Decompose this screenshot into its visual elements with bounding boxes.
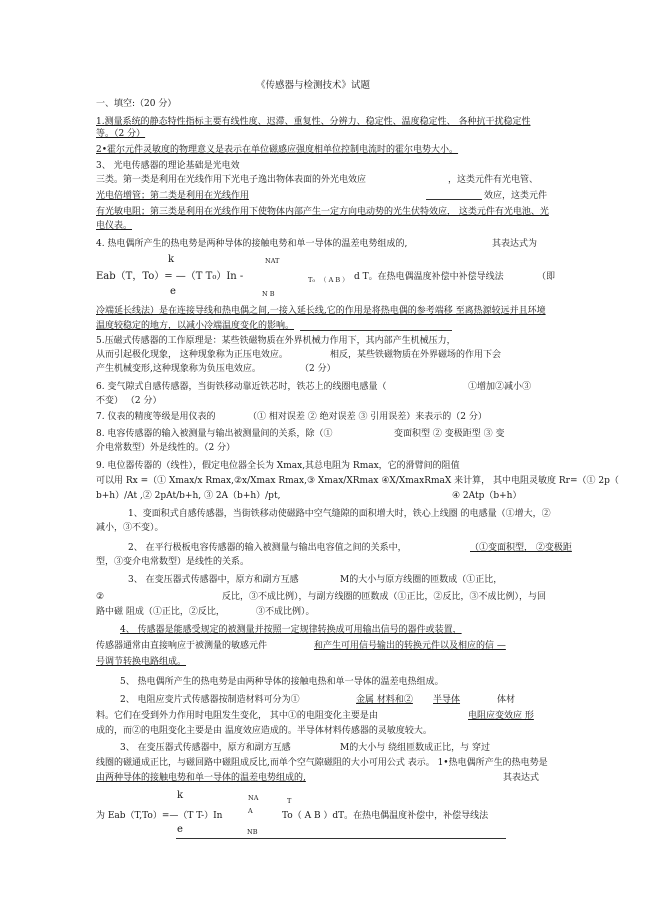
q6-line-1a: 6. 变气隙式自感传感器，当街铁移动靠近铁芯时，铁芯上的线圈电感量（ <box>96 382 387 392</box>
q4-line-3: 温度较稳定的地方，以减小冷端温度变化的影响。 <box>96 321 295 331</box>
p3-q3-line-1b: M的大小与 绕组匝数成正比，与 穿过 <box>340 743 490 753</box>
p3-q3-line-2: 线圈的磁通成正比，与磁回路中磁阻成反比,而单个空气隙磁阻的大小可用公式 表示。 1•热电偶所产生的热电势是 <box>96 758 548 768</box>
section-heading: 一、填空:（20 分） <box>96 99 177 109</box>
p2-q4-line-3: 号调节转换电路组成。 <box>96 657 187 667</box>
p3-q2-line-2b: 电阻应变效应 形 <box>468 711 534 721</box>
p2-q4-line-1: 4、 传感器是能感受规定的被测量并按照一定规律转换成可用输出信号的器件或装置， <box>120 625 462 635</box>
q4-line-1b: 其表达式为 <box>492 239 538 249</box>
p2-q2-line-2: 型，③变介电常数型）是线性的关系。 <box>96 557 250 567</box>
blank-line <box>300 330 452 331</box>
formula2-k: k <box>177 790 184 801</box>
p3-q3-line-3b: 其表达式 <box>503 773 540 783</box>
q7-line-b: （① 相对误差 ② 绝对误差 ③ 引用误差）来表示的（2 分） <box>248 412 487 422</box>
formula1-t0: T₀ <box>308 276 315 284</box>
q8-line-1a: 8. 电容传感器的输入被测量与输出被测量间的关系，除（① <box>96 429 333 439</box>
q6-line-1b: ①增加②减小③ <box>468 382 532 392</box>
formula1-nat: NAT <box>265 257 280 265</box>
formula2-lhs: 为 Eab（T,To）=—（T T-）In <box>96 811 223 821</box>
p3-q2-line-3: 成的，而②的电阻变化主要是由 温度效应造成的。半导体材料传感器的灵敏度较大。 <box>96 726 432 736</box>
p2-q4-line-2b: 和产生可用信号输出的转换元件以及相应的信 — <box>314 641 506 651</box>
p2-q1-line-1: 1、变面积式自感传感器，当街铁移动使磁路中空气缝隙的面积增大时，铁心上线圈 的电感量（①增大，② <box>128 509 551 519</box>
p2-q1-line-2: 减小，③不变）。 <box>96 523 164 533</box>
q9-line-1: 9. 电位器传器的（线性），假定电位器全长为 Xmax,其总电阻为 Rmax，它的滑臂间的阻值 <box>96 461 460 471</box>
p3-q2-line-1b: 金属 材料和② <box>356 695 413 705</box>
q5-line-2b: 相反，某些铁磁物质在外界磁场的作用下会 <box>330 350 502 360</box>
p2-q3-line-3a: 路中磁 阻成（①正比，②反比， <box>96 607 225 617</box>
blank-line <box>426 199 482 200</box>
p2-q4-line-2a: 传感器通常由直接响应于被测量的敏感元件 <box>96 641 268 651</box>
q4-line-2: 冷端延长线法）是在连接导线和热电偶之间,一接入延长线,它的作用是将热电偶的参考端移 至离热源较远并且环境 <box>96 306 546 316</box>
p3-q2-line-1d: 体材 <box>497 695 516 705</box>
q3-line-3a: 光电倍增管；第二类是利用在光线作用 <box>96 191 250 201</box>
q5-line-3b: （2 分） <box>300 364 336 374</box>
q7-line-a: 7. 仪表的精度等级是用仪表的 <box>96 412 216 422</box>
formula2-a-sup: A <box>248 807 253 815</box>
formula1-e: e <box>170 286 176 297</box>
q3-line-1: 3、 光电传感器的理论基础是光电效 <box>96 161 240 171</box>
q8-line-2: 介电常数型）外是线性的。（2 分） <box>96 443 236 453</box>
q1-line-2: 等。（2 分） <box>96 129 146 139</box>
formula1-lhs: Eab（T，To）= —（T T₀）In - <box>96 271 244 282</box>
q3-line-2a: 三类。第一类是利用在光线作用下光电子逸出物体表面的外光电效应 <box>96 175 367 185</box>
p3-q2-line-1a: 2、 电阻应变片式传感器按制造材料可分为① <box>120 695 300 705</box>
p2-q3-line-3b: ③不成比例）。 <box>256 607 315 617</box>
q4-line-1a: 4. 热电偶所产生的热电势是两种导体的接触电势和单一导体的温差电势组成的, <box>96 239 408 249</box>
q5-line-2a: 从而引起极化现象， 这种现象称为正压电效应。 <box>96 350 288 360</box>
p2-q3-line-1a: 3、 在变压器式传感器中，原方和副方互感 <box>128 575 299 585</box>
blank-line <box>176 838 506 839</box>
page-title: 《传感器与检测技术》试题 <box>256 80 371 91</box>
q6-line-2: 不变） （2 分） <box>96 396 162 406</box>
q9-line-3b: ④ 2Atp（b+h） <box>452 491 522 501</box>
formula2-rest: To（ A B ）dT。在热电偶温度补偿中，补偿导线法 <box>282 811 489 821</box>
formula2-e: e <box>177 824 183 835</box>
formula1-k: k <box>168 254 175 265</box>
q9-line-3a: b+h）/At ,② 2pAt/b+h, ③ 2A（b+h）/pt, <box>96 491 281 501</box>
q2-line: 2•霍尔元件灵敏度的物理意义是表示在单位磁感应强度相单位控制电流时的霍尔电势大小。 <box>96 145 459 155</box>
q5-line-3a: 产生机械变形,这种现象称为负压电效应。 <box>96 364 261 374</box>
p2-q3-line-1b: M的大小与原方线圈的匝数成（①正比， <box>340 575 503 585</box>
formula2-t-sup: T <box>287 797 292 805</box>
q3-line-3b: 效应，这类元件 <box>484 191 548 201</box>
formula1-ab: （ A B ） <box>320 276 349 284</box>
q3-line-5: 电仪表。 <box>96 221 133 231</box>
formula1-rest: d T。在热电偶温度补偿中补偿导线法 <box>354 272 504 282</box>
formula2-nb: NB <box>247 828 258 836</box>
q5-line-1: 5.压磁式传感器的工作原理是：某些铁磁物质在外界机械力作用下，其内部产生机械压力， <box>96 336 456 346</box>
q1-line-1: 1.测量系统的静态特性指标主要有线性度、迟滞、重复性、分辨力、稳定性、温度稳定性、 各种抗干扰稳定性 <box>96 117 531 127</box>
formula1-paren: （即 <box>537 272 556 282</box>
p3-q3-line-1a: 3、 在变压器式传感器中，原方和副方互感 <box>120 743 291 753</box>
q3-line-4: 有光敏电阻；第三类是利用在光线作用下使物体内部产生一定方向电动势的光生伏特效应， 这类元件有光电池、光 <box>96 207 549 217</box>
q8-line-1b: 变面积型 ② 变极距型 ③ 变 <box>394 429 505 439</box>
q9-line-2: 可以用 Rx =（① Xmax/x Rmax,②x/Xmax Rmax,③ Xmax/XRmax ④X/XmaxRmaX 来计算， 其中电阻灵敏度 Rr=（① 2p（ <box>96 476 619 486</box>
formula2-na: NA <box>248 794 259 802</box>
p2-q3-line-2b: 反比，③不成比例），与副方线圈的匝数成（①正比，②反比，③不成比例），与回 <box>222 592 547 602</box>
q3-line-2b: ，这类元件有光电管、 <box>448 175 539 185</box>
p2-q3-line-2a: ② <box>96 592 105 602</box>
p3-q2-line-1c: 半导体 <box>433 695 461 705</box>
p2-q2-line-1a: 2、 在平行极板电容传感器的输入被测量与输出电容值之间的关系中， <box>128 543 407 553</box>
p2-q2-line-1b: （①变面积型， ②变极距 <box>470 543 572 553</box>
formula1-nb: N B <box>262 290 275 298</box>
p3-q3-line-3a: 由两种导体的接触电势和单一导体的温差电势组成的, <box>96 773 306 783</box>
p3-q2-line-2a: 料。它们在受到外力作用时电阻发生变化， 其中①的电阻变化主要是由 <box>96 711 378 721</box>
p2-q5-line: 5、 热电偶所产生的热电势是由两种导体的接触电热和单一导体的温差电热组成。 <box>120 677 444 687</box>
